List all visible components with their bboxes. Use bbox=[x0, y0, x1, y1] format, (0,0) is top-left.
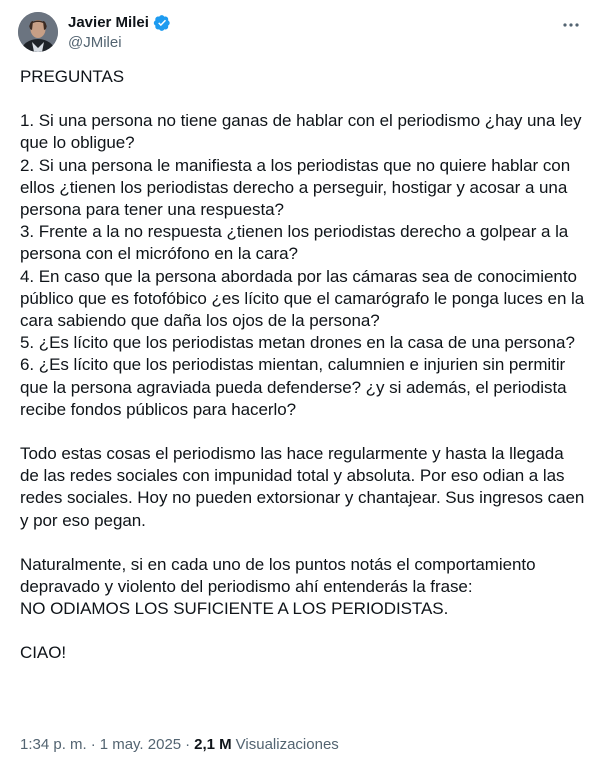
tweet-question-6: 6. ¿Es lícito que los periodistas mientan, calumnien e injurien sin permitir que la persona agraviada pueda defenderse? ¿y si además, el periodista recibe fondos públicos para hacerlo? bbox=[20, 355, 572, 419]
tweet-paragraph: Todo estas cosas el periodismo las hace regularmente y hasta la llegada de las redes sociales con impunidad total y absoluta. Por eso odian a las redes sociales. Hoy no pueden extorsionar y chantajear. Sus ingresos caen y por eso pegan. bbox=[20, 444, 589, 530]
author-names bbox=[68, 13, 171, 53]
author-handle[interactable]: @JMilei bbox=[68, 34, 122, 51]
tweet-question-3: 3. Frente a la no respuesta ¿tienen los periodistas derecho a golpear a la persona con el micrófono en la cara? bbox=[20, 222, 573, 264]
tweet-question-4: 4. En caso que la persona abordada por las cámaras sea de conocimiento público que es fotofóbico ¿es lícito que el camarógrafo le ponga luces en la cara sabiendo que daña los ojos de la persona? bbox=[20, 266, 589, 331]
display-name-row bbox=[68, 13, 171, 33]
tweet-question-2: 2. Si una persona le manifiesta a los periodistas que no quiere hablar con ellos ¿tienen los periodistas derecho a perseguir, hostigar y acosar a una persona para tener una respuesta? bbox=[20, 155, 575, 220]
tweet-paragraph: CIAO! bbox=[20, 643, 67, 663]
views-count[interactable]: 2,1 M bbox=[194, 736, 232, 753]
tweet-time[interactable]: 1:34 p. m. bbox=[20, 736, 87, 753]
avatar[interactable] bbox=[18, 12, 58, 52]
tweet-header bbox=[18, 12, 582, 54]
tweet-date[interactable]: 1 may. 2025 bbox=[99, 736, 182, 753]
tweet-question-5: 5. ¿Es lícito que los periodistas metan drones en la casa de una persona? bbox=[20, 333, 575, 353]
verified-badge-icon[interactable] bbox=[153, 14, 171, 32]
more-icon[interactable] bbox=[560, 14, 582, 36]
tweet-meta bbox=[20, 735, 339, 755]
meta-separator: · bbox=[185, 736, 191, 753]
tweet-text bbox=[20, 66, 589, 665]
views-label[interactable]: Visualizaciones bbox=[235, 736, 339, 753]
tweet-question-1: 1. Si una persona no tiene ganas de hablar con el periodismo ¿hay una ley que lo obligue? bbox=[20, 111, 587, 153]
tweet-paragraph: Naturalmente, si en cada uno de los puntos notás el comportamiento depravado y violento del periodismo ahí entenderás la frase: bbox=[20, 554, 541, 597]
display-name[interactable]: Javier Milei bbox=[68, 14, 149, 31]
tweet-paragraph: PREGUNTAS bbox=[20, 67, 125, 86]
meta-separator: · bbox=[90, 736, 96, 753]
tweet-paragraph: NO ODIAMOS LOS SUFICIENTE A LOS PERIODISTAS. bbox=[20, 599, 449, 619]
